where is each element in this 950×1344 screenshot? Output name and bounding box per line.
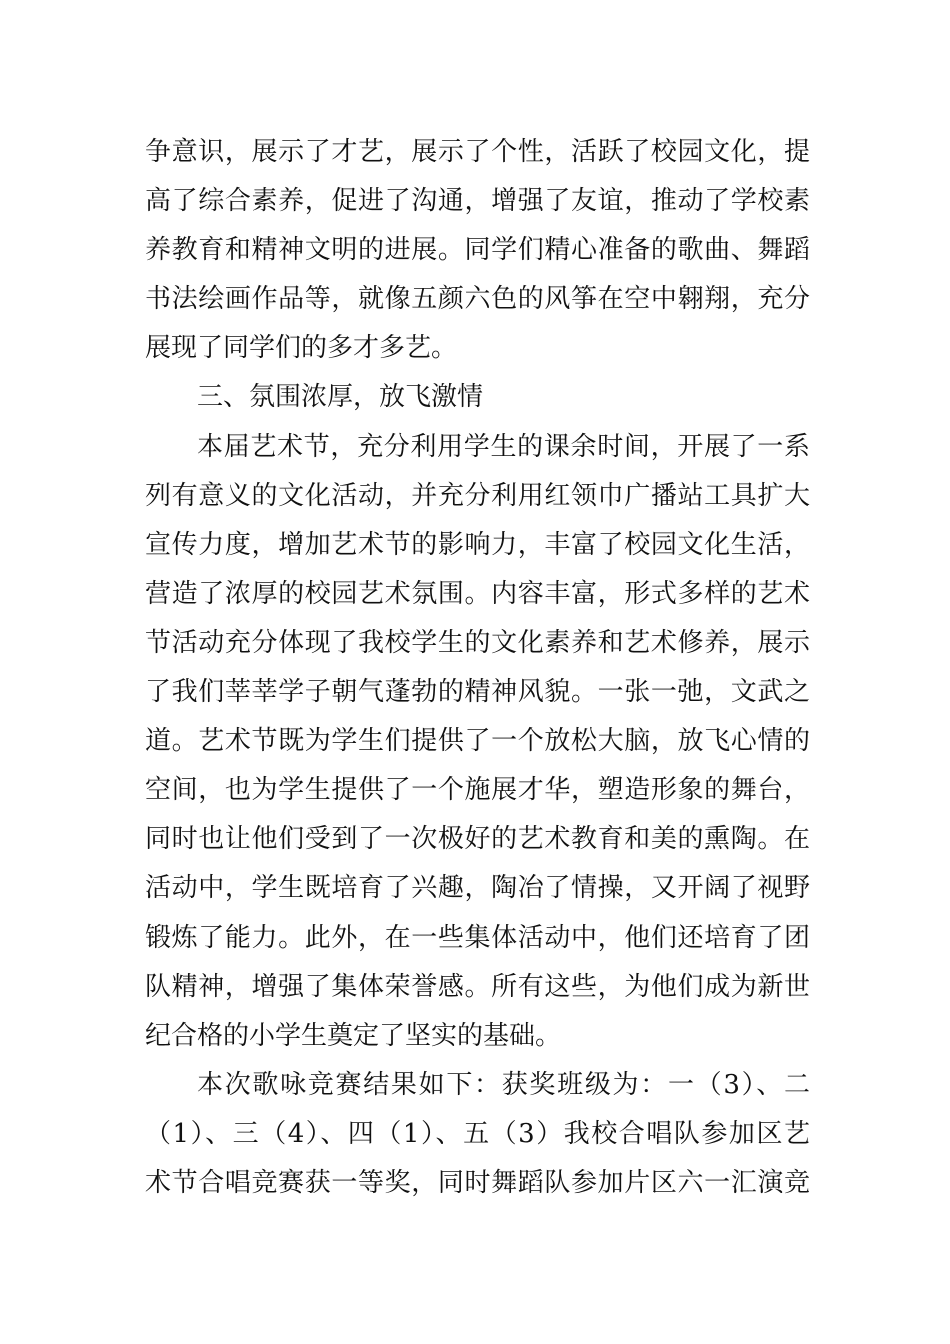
text-line: 活动中，学生既培育了兴趣，陶冶了情操，又开阔了视野 [145,873,810,904]
text-line: 节活动充分体现了我校学生的文化素养和艺术修养，展示 [145,627,810,658]
text-line: 高了综合素养，促进了沟通，增强了友谊，推动了学校素 [145,186,810,217]
text-line: 本届艺术节，充分利用学生的课余时间，开展了一系 [197,431,810,462]
text-line: 了我们莘莘学子朝气蓬勃的精神风貌。一张一弛，文武之 [145,677,810,708]
text-line: 空间，也为学生提供了一个施展才华，塑造形象的舞台， [145,775,810,806]
text-line: 展现了同学们的多才多艺。 [145,333,458,364]
text-line: 营造了浓厚的校园艺术氛围。内容丰富，形式多样的艺术 [145,578,810,609]
text-line: 锻炼了能力。此外，在一些集体活动中，他们还培育了团 [145,922,810,953]
text-line: 养教育和精神文明的进展。同学们精心准备的歌曲、舞蹈 [145,235,810,266]
text-line: 道。艺术节既为学生们提供了一个放松大脑，放飞心情的 [145,726,810,757]
text-line: 三、氛围浓厚，放飞激情 [197,382,484,413]
text-line: 争意识，展示了才艺，展示了个性，活跃了校园文化，提 [145,137,810,167]
body-text [145,128,810,1208]
text-line: 队精神，增强了集体荣誉感。所有这些，为他们成为新世 [145,971,810,1002]
text-line: 同时也让他们受到了一次极好的艺术教育和美的熏陶。在 [145,824,810,855]
text-line: 宣传力度，增加艺术节的影响力，丰富了校园文化生活， [145,529,810,560]
text-line: 纪合格的小学生奠定了坚实的基础。 [145,1020,562,1051]
text-line: （1）、三（4）、四（1）、五（3）我校合唱队参加区艺 [145,1118,810,1149]
text-line: 本次歌咏竞赛结果如下：获奖班级为：一（3）、二 [197,1069,810,1100]
text-line: 列有意义的文化活动，并充分利用红领巾广播站工具扩大 [145,480,810,511]
text-line: 术节合唱竞赛获一等奖，同时舞蹈队参加片区六一汇演竞 [145,1167,810,1198]
text-line: 书法绘画作品等，就像五颜六色的风筝在空中翱翔，充分 [145,284,810,315]
